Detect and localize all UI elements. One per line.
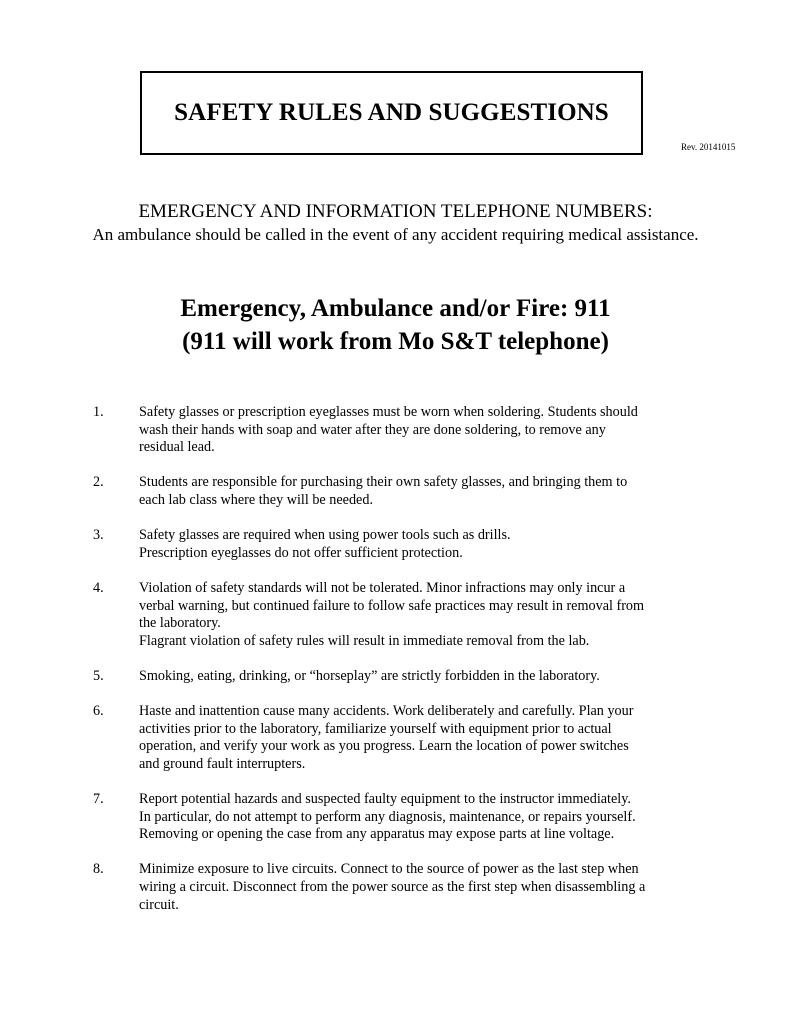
rule-text-line: Report potential hazards and suspected faulty equipment to the instructor immediately. xyxy=(139,791,631,808)
rule-item xyxy=(0,580,791,650)
rule-text-line: Violation of safety standards will not be tolerated. Minor infractions may only incur a xyxy=(139,579,626,596)
contact-subheading: An ambulance should be called in the event of any accident requiring medical assistance. xyxy=(92,225,699,244)
contact-heading: EMERGENCY AND INFORMATION TELEPHONE NUMBERS: xyxy=(138,201,653,222)
rule-text-line: Safety glasses or prescription eyeglasses must be worn when soldering. Students should xyxy=(139,404,638,420)
rule-text-line: activities prior to the laboratory, familiarize yourself with equipment prior to actual xyxy=(139,720,612,737)
emergency-numbers xyxy=(0,292,791,358)
emergency-line-2: (911 will work from Mo S&T telephone) xyxy=(182,328,609,355)
rule-text-line: and ground fault interrupters. xyxy=(139,755,306,772)
rule-text xyxy=(139,861,719,914)
safety-rules-list xyxy=(0,404,791,932)
title-box xyxy=(140,71,643,155)
rule-item xyxy=(0,668,791,686)
rule-number: 6. xyxy=(93,703,104,720)
rule-item xyxy=(0,703,791,773)
rule-text xyxy=(139,703,719,773)
rule-number: 7. xyxy=(93,791,104,808)
rule-text-line: Removing or opening the case from any apparatus may expose parts at line voltage. xyxy=(139,826,615,843)
rule-item xyxy=(0,474,791,509)
rule-text xyxy=(139,580,719,650)
rule-number: 3. xyxy=(93,527,104,544)
rule-text-line: wiring a circuit. Disconnect from the power source as the first step when disassembling a xyxy=(139,879,646,896)
rule-text-line: Haste and inattention cause many accidents. Work deliberately and carefully. Plan your xyxy=(139,703,634,720)
rule-text-line: verbal warning, but continued failure to follow safe practices may result in removal from xyxy=(139,597,645,614)
rule-number: 2. xyxy=(93,474,104,491)
rule-text-line: Smoking, eating, drinking, or “horseplay” are strictly forbidden in the laboratory. xyxy=(139,667,600,684)
rule-text-line: Flagrant violation of safety rules will result in immediate removal from the lab. xyxy=(139,632,590,649)
rule-text-line: residual lead. xyxy=(139,439,215,456)
rule-item xyxy=(0,404,791,457)
rule-text-line: Students are responsible for purchasing their own safety glasses, and bringing them to xyxy=(139,474,628,491)
emergency-line-1: Emergency, Ambulance and/or Fire: 911 xyxy=(180,295,611,322)
rule-text xyxy=(139,527,719,562)
rule-text-line: Prescription eyeglasses do not offer sufficient protection. xyxy=(139,544,463,561)
rule-number: 4. xyxy=(93,579,104,596)
rule-text-line: the laboratory. xyxy=(139,615,221,632)
rule-text-line: Minimize exposure to live circuits. Connect to the source of power as the last step when xyxy=(139,861,639,878)
rule-number: 5. xyxy=(93,667,104,684)
rule-text-line: operation, and verify your work as you progress. Learn the location of power switches xyxy=(139,738,629,755)
page-title: SAFETY RULES AND SUGGESTIONS xyxy=(174,99,609,126)
rule-item xyxy=(0,861,791,914)
rule-text-line: Safety glasses are required when using power tools such as drills. xyxy=(139,527,511,544)
rule-number: 8. xyxy=(93,861,104,878)
revision-label: Rev. 20141015 xyxy=(681,142,736,152)
rule-item xyxy=(0,527,791,562)
rule-number: 1. xyxy=(93,404,104,420)
rule-text-line: circuit. xyxy=(139,896,179,913)
rule-text xyxy=(139,791,719,844)
rule-item xyxy=(0,791,791,844)
rule-text-line: each lab class where they will be needed. xyxy=(139,491,373,508)
rule-text-line: wash their hands with soap and water after they are done soldering, to remove any xyxy=(139,421,606,438)
rule-text xyxy=(139,404,719,457)
rule-text xyxy=(139,474,719,509)
rule-text-line: In particular, do not attempt to perform any diagnosis, maintenance, or repairs yourself. xyxy=(139,808,636,825)
rule-text xyxy=(139,668,719,686)
